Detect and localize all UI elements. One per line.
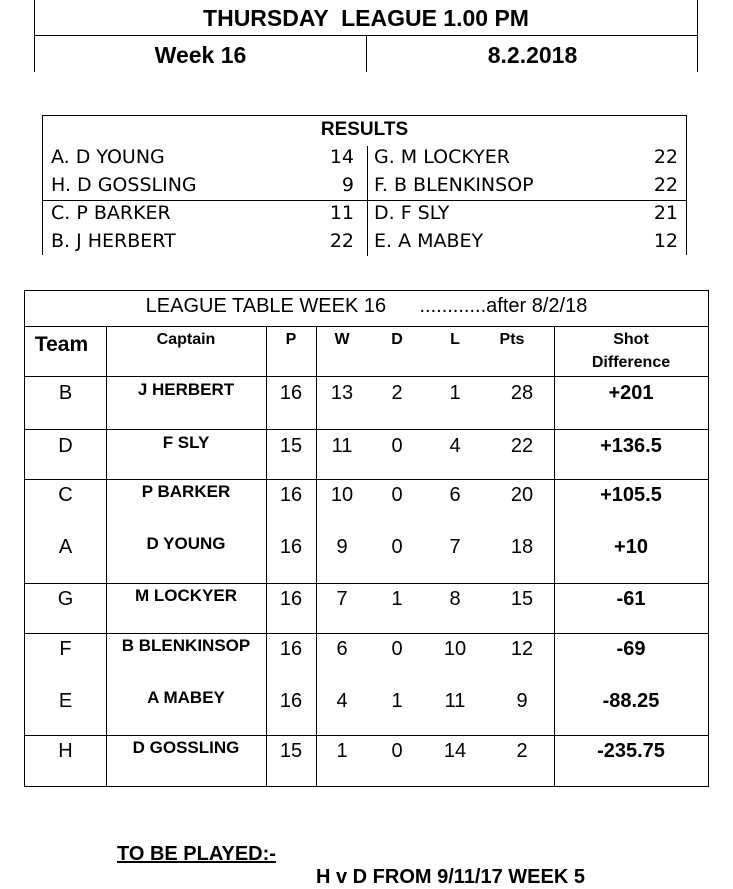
league-table-title: LEAGUE TABLE WEEK 16 ............after 8/2/18 <box>145 295 588 317</box>
table-cell-team: E <box>58 690 73 712</box>
table-cell-diff: +201 <box>608 382 654 404</box>
table-cell-captain: A MABEY <box>147 688 225 707</box>
table-cell-p: 16 <box>279 484 303 506</box>
table-rule <box>25 735 708 736</box>
col-header-difference: Difference <box>591 354 671 371</box>
table-cell-diff: -88.25 <box>602 690 660 712</box>
table-cell-diff: -69 <box>616 638 646 660</box>
table-rule <box>25 376 708 377</box>
table-cell-d: 0 <box>391 740 403 762</box>
table-cell-team: F <box>59 638 72 660</box>
table-cell-d: 1 <box>391 588 403 610</box>
col-header-d: D <box>391 331 403 348</box>
footer <box>0 820 733 889</box>
result-away-name: D. F SLY <box>374 202 450 224</box>
table-cell-team: B <box>58 382 73 404</box>
col-header-l: L <box>450 331 460 348</box>
table-cell-d: 0 <box>391 536 403 558</box>
table-cell-captain: D YOUNG <box>146 534 226 553</box>
table-cell-l: 11 <box>444 690 466 712</box>
to-be-played-text: H v D FROM 9/11/17 WEEK 5 <box>316 866 585 888</box>
table-cell-w: 4 <box>336 690 348 712</box>
result-away-score: 22 <box>653 174 678 196</box>
result-away-name: G. M LOCKYER <box>374 146 510 168</box>
week-label: Week 16 <box>154 42 247 68</box>
results-box <box>42 115 687 255</box>
table-rule <box>25 583 708 584</box>
table-cell-team: A <box>58 536 73 558</box>
table-cell-d: 0 <box>391 484 403 506</box>
table-cell-team: C <box>58 484 73 506</box>
table-cell-p: 16 <box>279 588 303 610</box>
table-cell-d: 1 <box>391 690 403 712</box>
table-cell-w: 7 <box>336 588 348 610</box>
result-home-score: 11 <box>329 202 354 224</box>
table-cell-pts: 20 <box>510 484 534 506</box>
result-home-name: A. D YOUNG <box>51 146 165 168</box>
result-home <box>51 146 354 174</box>
table-rule <box>25 633 708 634</box>
result-away <box>374 174 678 202</box>
table-cell-l: 6 <box>449 484 461 506</box>
results-divider <box>367 146 368 256</box>
table-cell-team: D <box>58 435 73 457</box>
result-away-name: F. B BLENKINSOP <box>374 174 534 196</box>
table-cell-w: 11 <box>331 435 353 457</box>
table-cell-p: 16 <box>279 690 303 712</box>
table-cell-d: 0 <box>391 638 403 660</box>
table-cell-p: 15 <box>279 740 303 762</box>
table-cell-pts: 28 <box>510 382 534 404</box>
table-cell-l: 1 <box>449 382 461 404</box>
table-cell-w: 13 <box>330 382 354 404</box>
table-cell-p: 16 <box>279 382 303 404</box>
date-label: 8.2.2018 <box>487 42 578 68</box>
table-cell-p: 16 <box>279 638 303 660</box>
col-header-w: W <box>334 331 350 348</box>
table-cell-w: 1 <box>336 740 348 762</box>
result-away-score: 12 <box>653 230 678 252</box>
header-box <box>34 0 698 72</box>
table-rule <box>25 479 708 480</box>
result-home <box>51 202 354 230</box>
table-cell-p: 16 <box>279 536 303 558</box>
week-date-row <box>34 36 698 72</box>
col-header-p: P <box>285 331 297 348</box>
table-cell-captain: J HERBERT <box>137 380 235 399</box>
col-header-captain: Captain <box>156 331 216 348</box>
table-cell-diff: +105.5 <box>600 484 662 506</box>
result-home-score: 9 <box>341 174 354 196</box>
result-away-score: 22 <box>653 146 678 168</box>
table-cell-team: H <box>58 740 73 762</box>
table-cell-diff: -61 <box>616 588 646 610</box>
table-cell-w: 10 <box>330 484 354 506</box>
table-cell-w: 9 <box>336 536 348 558</box>
col-header-shot: Shot <box>613 331 649 348</box>
result-away-name: E. A MABEY <box>374 230 484 252</box>
table-rule <box>25 429 708 430</box>
table-cell-pts: 2 <box>516 740 528 762</box>
result-home-name: B. J HERBERT <box>51 230 176 252</box>
result-away-score: 21 <box>653 202 678 224</box>
table-cell-l: 4 <box>449 435 461 457</box>
table-cell-l: 14 <box>443 740 467 762</box>
table-cell-captain: M LOCKYER <box>135 586 237 605</box>
result-away <box>374 230 678 258</box>
title-row <box>34 0 698 36</box>
table-cell-pts: 9 <box>516 690 528 712</box>
table-cell-captain: F SLY <box>162 433 210 452</box>
table-cell-d: 2 <box>391 382 403 404</box>
table-cell-diff: +136.5 <box>600 435 662 457</box>
table-cell-pts: 15 <box>510 588 534 610</box>
table-cell-diff: +10 <box>614 536 648 558</box>
page-title: THURSDAY LEAGUE 1.00 PM <box>203 5 529 31</box>
table-cell-pts: 12 <box>510 638 534 660</box>
table-col-rule <box>316 327 317 786</box>
table-cell-p: 15 <box>279 435 303 457</box>
table-cell-captain: P BARKER <box>141 482 231 501</box>
table-cell-l: 8 <box>449 588 461 610</box>
table-cell-team: G <box>57 588 74 610</box>
table-cell-pts: 18 <box>510 536 534 558</box>
table-cell-pts: 22 <box>510 435 534 457</box>
result-home-name: C. P BARKER <box>51 202 171 224</box>
table-rule <box>25 326 708 327</box>
results-title: RESULTS <box>320 119 409 140</box>
table-cell-l: 7 <box>449 536 461 558</box>
table-cell-captain: B BLENKINSOP <box>121 636 251 655</box>
league-table <box>24 290 709 787</box>
table-cell-diff: -235.75 <box>597 740 665 762</box>
table-cell-captain: D GOSSLING <box>132 738 240 757</box>
result-home-name: H. D GOSSLING <box>51 174 197 196</box>
table-cell-l: 10 <box>443 638 467 660</box>
table-cell-d: 0 <box>391 435 403 457</box>
result-home <box>51 230 354 258</box>
table-cell-w: 6 <box>336 638 348 660</box>
result-home-score: 22 <box>329 230 354 252</box>
result-home <box>51 174 354 202</box>
result-home-score: 14 <box>329 146 354 168</box>
to-be-played-label: TO BE PLAYED:- <box>117 843 276 865</box>
result-away <box>374 146 678 174</box>
col-header-team: Team <box>34 333 89 356</box>
col-header-pts: Pts <box>499 331 525 348</box>
result-away <box>374 202 678 230</box>
